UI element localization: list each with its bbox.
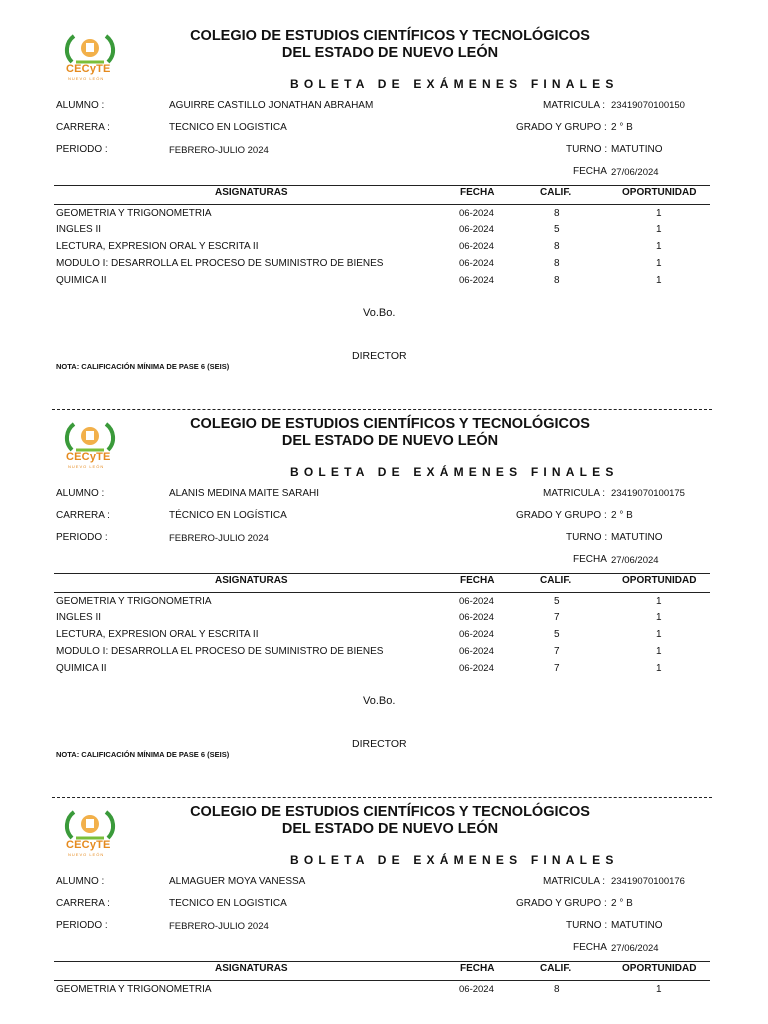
periodo-label: PERIODO : bbox=[56, 920, 108, 931]
table-header-rule bbox=[54, 204, 710, 205]
fecha-value: 27/06/2024 bbox=[611, 555, 659, 566]
th-fecha: FECHA bbox=[460, 187, 495, 198]
carrera-label: CARRERA : bbox=[56, 510, 110, 521]
school-name: COLEGIO DE ESTUDIOS CIENTÍFICOS Y TECNOLÓGICOS DEL ESTADO DE NUEVO LEÓN bbox=[190, 804, 590, 837]
periodo-value: FEBRERO-JULIO 2024 bbox=[169, 921, 269, 932]
alumno-value: ALMAGUER MOYA VANESSA bbox=[169, 876, 306, 887]
carrera-value: TECNICO EN LOGISTICA bbox=[169, 898, 287, 909]
th-calif: CALIF. bbox=[540, 187, 572, 198]
turno-value: MATUTINO bbox=[611, 532, 663, 543]
turno-value: MATUTINO bbox=[611, 144, 663, 155]
table-top-rule bbox=[54, 185, 710, 186]
boleta-1: CECyTE NUEVO LEÓN COLEGIO DE ESTUDIOS CIENTÍFICOS Y TECNOLÓGICOS DEL ESTADO DE NUEVO LEÓN BOLETA DE EXÁMENES FINALES ALUMNO : AGUIRRE CASTILLO JONATHAN ABRAHAM MATRICULA : 23419070100150 CARRERA : TECNICO EN LOGISTICA GRADO Y GRUPO : 2 ° B PERIODO : FEBRERO-JULIO 2024 TURNO : MATUTINO FECHA 27/06/2024 ASIGNATURAS FECHA CALIF. OPORTUNIDAD GEOMETRIA Y TRIGONOMETRIA 06-2024 8 1 INGLES II 06-2024 5 1 LECTURA, EXPRESION ORAL Y ESCRITA II 06-2024 8 1 MODULO I: DESARROLLA EL PROCESO DE SUMINISTRO DE BIENES 06-2024 8 1 QUIMICA II 06-2024 8 1 Vo.Bo. DIRECTOR NOTA: CALIFICACIÓN MÍNIMA DE PASE 6 (SEIS) bbox=[0, 0, 768, 388]
alumno-value: ALANIS MEDINA MAITE SARAHI bbox=[169, 488, 320, 499]
nota-text: NOTA: CALIFICACIÓN MÍNIMA DE PASE 6 (SEIS) bbox=[56, 750, 230, 759]
table-header-rule bbox=[54, 980, 710, 981]
vobo-label: Vo.Bo. bbox=[363, 695, 396, 707]
alumno-label: ALUMNO : bbox=[56, 100, 105, 111]
logo-subtext: NUEVO LEÓN bbox=[68, 76, 105, 81]
alumno-label: ALUMNO : bbox=[56, 876, 105, 887]
th-oportunidad: OPORTUNIDAD bbox=[622, 187, 697, 198]
logo-subtext: NUEVO LEÓN bbox=[68, 464, 105, 469]
periodo-value: FEBRERO-JULIO 2024 bbox=[169, 145, 269, 156]
matricula-label: MATRICULA : bbox=[543, 876, 606, 887]
fecha-value: 27/06/2024 bbox=[611, 167, 659, 178]
fecha-label: FECHA bbox=[573, 166, 607, 177]
carrera-label: CARRERA : bbox=[56, 898, 110, 909]
periodo-label: PERIODO : bbox=[56, 144, 108, 155]
periodo-value: FEBRERO-JULIO 2024 bbox=[169, 533, 269, 544]
th-calif: CALIF. bbox=[540, 575, 572, 586]
boleta-2: CECyTE NUEVO LEÓN COLEGIO DE ESTUDIOS CIENTÍFICOS Y TECNOLÓGICOS DEL ESTADO DE NUEVO LEÓN BOLETA DE EXÁMENES FINALES ALUMNO : ALANIS MEDINA MAITE SARAHI MATRICULA : 23419070100175 CARRERA : TÉCNICO EN LOGÍSTICA GRADO Y GRUPO : 2 ° B PERIODO : FEBRERO-JULIO 2024 TURNO : MATUTINO FECHA 27/06/2024 ASIGNATURAS FECHA CALIF. OPORTUNIDAD GEOMETRIA Y TRIGONOMETRIA 06-2024 5 1 INGLES II 06-2024 7 1 LECTURA, EXPRESION ORAL Y ESCRITA II 06-2024 5 1 MODULO I: DESARROLLA EL PROCESO DE SUMINISTRO DE BIENES 06-2024 7 1 QUIMICA II 06-2024 7 1 Vo.Bo. DIRECTOR NOTA: CALIFICACIÓN MÍNIMA DE PASE 6 (SEIS) bbox=[0, 388, 768, 776]
cecyte-logo bbox=[62, 420, 118, 472]
school-name: COLEGIO DE ESTUDIOS CIENTÍFICOS Y TECNOLÓGICOS DEL ESTADO DE NUEVO LEÓN bbox=[190, 416, 590, 449]
turno-value: MATUTINO bbox=[611, 920, 663, 931]
matricula-value: 23419070100175 bbox=[611, 488, 685, 499]
school-name: COLEGIO DE ESTUDIOS CIENTÍFICOS Y TECNOLÓGICOS DEL ESTADO DE NUEVO LEÓN bbox=[190, 28, 590, 61]
document-title: BOLETA DE EXÁMENES FINALES bbox=[290, 465, 619, 479]
grado-grupo-label: GRADO Y GRUPO : bbox=[516, 122, 607, 133]
alumno-value: AGUIRRE CASTILLO JONATHAN ABRAHAM bbox=[169, 100, 374, 111]
grado-grupo-label: GRADO Y GRUPO : bbox=[516, 510, 607, 521]
th-asignaturas: ASIGNATURAS bbox=[215, 187, 288, 198]
grado-grupo-label: GRADO Y GRUPO : bbox=[516, 898, 607, 909]
th-fecha: FECHA bbox=[460, 575, 495, 586]
document-title: BOLETA DE EXÁMENES FINALES bbox=[290, 77, 619, 91]
turno-label: TURNO : bbox=[566, 144, 608, 155]
carrera-value: TECNICO EN LOGISTICA bbox=[169, 122, 287, 133]
grado-grupo-value: 2 ° B bbox=[611, 122, 633, 133]
matricula-value: 23419070100150 bbox=[611, 100, 685, 111]
logo-text: CECyTE bbox=[66, 63, 111, 75]
th-asignaturas: ASIGNATURAS bbox=[215, 963, 288, 974]
carrera-value: TÉCNICO EN LOGÍSTICA bbox=[169, 510, 287, 521]
turno-label: TURNO : bbox=[566, 920, 608, 931]
matricula-label: MATRICULA : bbox=[543, 100, 606, 111]
grado-grupo-value: 2 ° B bbox=[611, 510, 633, 521]
fecha-value: 27/06/2024 bbox=[611, 943, 659, 954]
nota-text: NOTA: CALIFICACIÓN MÍNIMA DE PASE 6 (SEIS) bbox=[56, 362, 230, 371]
grado-grupo-value: 2 ° B bbox=[611, 898, 633, 909]
document-title: BOLETA DE EXÁMENES FINALES bbox=[290, 853, 619, 867]
alumno-label: ALUMNO : bbox=[56, 488, 105, 499]
boleta-3: CECyTE NUEVO LEÓN COLEGIO DE ESTUDIOS CIENTÍFICOS Y TECNOLÓGICOS DEL ESTADO DE NUEVO LEÓN BOLETA DE EXÁMENES FINALES ALUMNO : ALMAGUER MOYA VANESSA MATRICULA : 23419070100176 CARRERA : TECNICO EN LOGISTICA GRADO Y GRUPO : 2 ° B PERIODO : FEBRERO-JULIO 2024 TURNO : MATUTINO FECHA 27/06/2024 ASIGNATURAS FECHA CALIF. OPORTUNIDAD GEOMETRIA Y TRIGONOMETRIA 06-2024 8 1 bbox=[0, 776, 768, 1024]
matricula-value: 23419070100176 bbox=[611, 876, 685, 887]
fecha-label: FECHA bbox=[573, 554, 607, 565]
fecha-label: FECHA bbox=[573, 942, 607, 953]
table-top-rule bbox=[54, 573, 710, 574]
turno-label: TURNO : bbox=[566, 532, 608, 543]
th-oportunidad: OPORTUNIDAD bbox=[622, 963, 697, 974]
th-calif: CALIF. bbox=[540, 963, 572, 974]
director-label: DIRECTOR bbox=[352, 350, 407, 362]
th-fecha: FECHA bbox=[460, 963, 495, 974]
director-label: DIRECTOR bbox=[352, 738, 407, 750]
logo-subtext: NUEVO LEÓN bbox=[68, 852, 105, 857]
cecyte-logo bbox=[62, 32, 118, 84]
logo-text: CECyTE bbox=[66, 839, 111, 851]
cecyte-logo bbox=[62, 808, 118, 860]
logo-text: CECyTE bbox=[66, 451, 111, 463]
th-oportunidad: OPORTUNIDAD bbox=[622, 575, 697, 586]
vobo-label: Vo.Bo. bbox=[363, 307, 396, 319]
carrera-label: CARRERA : bbox=[56, 122, 110, 133]
periodo-label: PERIODO : bbox=[56, 532, 108, 543]
table-header-rule bbox=[54, 592, 710, 593]
th-asignaturas: ASIGNATURAS bbox=[215, 575, 288, 586]
matricula-label: MATRICULA : bbox=[543, 488, 606, 499]
table-top-rule bbox=[54, 961, 710, 962]
